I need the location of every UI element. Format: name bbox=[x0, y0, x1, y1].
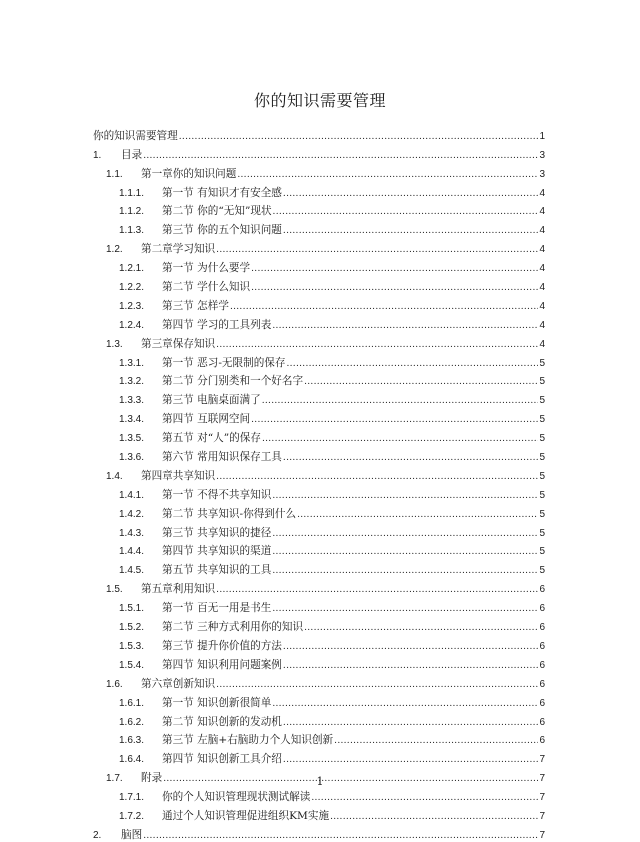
toc-entry-page: 5 bbox=[539, 489, 545, 501]
toc-entry-number: 1.3.1. bbox=[119, 357, 145, 369]
toc-leader-dots bbox=[251, 264, 538, 275]
toc-leader-dots bbox=[216, 245, 538, 256]
toc-entry-number: 1.5.4. bbox=[119, 659, 145, 671]
toc-leader-dots bbox=[272, 529, 538, 540]
toc-entry-label: 第四节 互联网空间 bbox=[162, 413, 251, 426]
toc-entry-number: 1.1.2. bbox=[119, 206, 145, 218]
toc-entry-label: 第六节 常用知识保存工具 bbox=[162, 451, 282, 464]
toc-entry-page: 4 bbox=[539, 206, 545, 218]
toc-entry-label: 附录 bbox=[141, 772, 163, 785]
toc-entry[interactable] bbox=[93, 729, 545, 748]
toc-entry-label: 第一节 恶习-无限制的保存 bbox=[162, 356, 286, 369]
toc-entry-page: 4 bbox=[539, 338, 545, 350]
toc-entry-number: 1.5. bbox=[106, 584, 123, 596]
toc-entry-number: 1.2. bbox=[106, 244, 123, 256]
toc-entry-label: 第五节 共享知识的工具 bbox=[162, 564, 272, 577]
toc-entry-page: 6 bbox=[539, 659, 545, 671]
toc-entry[interactable] bbox=[93, 200, 545, 219]
toc-entry-label: 第三节 提升你价值的方法 bbox=[162, 639, 282, 652]
toc-entry-number: 1. bbox=[93, 149, 102, 161]
toc-entry-page: 6 bbox=[539, 584, 545, 596]
toc-entry[interactable] bbox=[93, 332, 545, 351]
toc-entry-number: 1.6.4. bbox=[119, 754, 145, 766]
toc-entry-label: 第三节 左脑+右脑助力个人知识创新 bbox=[162, 734, 334, 747]
toc-entry[interactable] bbox=[93, 143, 545, 162]
toc-entry-number: 1.7.2. bbox=[119, 810, 145, 822]
toc-entry-label: 第三节 怎样学 bbox=[162, 299, 229, 312]
toc-entry-page: 1 bbox=[539, 130, 545, 142]
toc-entry-label: 第二节 共享知识-你得到什么 bbox=[162, 507, 297, 520]
toc-entry-page: 5 bbox=[539, 546, 545, 558]
toc-entry[interactable] bbox=[93, 596, 545, 615]
table-of-contents bbox=[93, 124, 545, 842]
toc-entry-label: 第一节 知识创新很简单 bbox=[162, 696, 272, 709]
toc-entry-number: 1.4. bbox=[106, 470, 123, 482]
toc-entry[interactable] bbox=[93, 445, 545, 464]
toc-entry-page: 6 bbox=[539, 603, 545, 615]
toc-entry-number: 1.2.2. bbox=[119, 282, 145, 294]
toc-entry[interactable] bbox=[93, 615, 545, 634]
toc-entry-label: 第二节 学什么知识 bbox=[162, 281, 251, 294]
toc-entry-number: 1.1.1. bbox=[119, 187, 145, 199]
toc-entry[interactable] bbox=[93, 672, 545, 691]
toc-entry-number: 1.7. bbox=[106, 773, 123, 785]
toc-entry-number: 1.2.3. bbox=[119, 300, 145, 312]
toc-entry-number: 1.2.1. bbox=[119, 263, 145, 275]
toc-entry-page: 6 bbox=[539, 622, 545, 634]
toc-leader-dots bbox=[262, 434, 538, 445]
toc-entry-label: 第五章利用知识 bbox=[141, 583, 216, 596]
toc-entry-page: 4 bbox=[539, 319, 545, 331]
toc-entry-label: 你的个人知识管理现状测试解读 bbox=[162, 791, 311, 804]
toc-entry[interactable] bbox=[93, 181, 545, 200]
toc-entry-page: 7 bbox=[539, 829, 545, 841]
toc-entry-label: 通过个人知识管理促进组织KM实施 bbox=[162, 809, 330, 822]
toc-leader-dots bbox=[179, 132, 539, 143]
toc-entry-number: 1.4.1. bbox=[119, 489, 145, 501]
toc-entry-number: 2. bbox=[93, 829, 102, 841]
toc-leader-dots bbox=[283, 226, 539, 237]
toc-entry[interactable] bbox=[93, 540, 545, 559]
toc-entry-label: 第二节 三种方式利用你的知识 bbox=[162, 621, 304, 634]
toc-entry[interactable] bbox=[93, 521, 545, 540]
toc-leader-dots bbox=[272, 321, 538, 332]
toc-leader-dots bbox=[143, 151, 538, 162]
toc-entry-page: 6 bbox=[539, 716, 545, 728]
toc-entry-label: 第四节 共享知识的渠道 bbox=[162, 545, 272, 558]
toc-entry-number: 1.5.2. bbox=[119, 622, 145, 634]
toc-entry-label: 第二节 分门别类和一个好名字 bbox=[162, 375, 304, 388]
toc-entry-label: 目录 bbox=[121, 148, 143, 161]
toc-entry-number: 1.4.2. bbox=[119, 508, 145, 520]
toc-entry-number: 1.3.5. bbox=[119, 433, 145, 445]
toc-entry[interactable] bbox=[93, 558, 545, 577]
toc-entry-page: 4 bbox=[539, 187, 545, 199]
toc-entry[interactable] bbox=[93, 653, 545, 672]
toc-leader-dots bbox=[216, 472, 538, 483]
toc-leader-dots bbox=[272, 604, 538, 615]
toc-entry[interactable] bbox=[93, 823, 545, 842]
toc-leader-dots bbox=[283, 718, 539, 729]
toc-entry-label: 第二节 你的“无知”现状 bbox=[162, 205, 272, 218]
toc-leader-dots bbox=[272, 491, 538, 502]
toc-entry[interactable] bbox=[93, 691, 545, 710]
toc-entry-label: 第二节 知识创新的发动机 bbox=[162, 715, 282, 728]
toc-entry[interactable] bbox=[93, 785, 545, 804]
toc-entry[interactable] bbox=[93, 747, 545, 766]
toc-entry-label: 第一节 有知识才有安全感 bbox=[162, 186, 282, 199]
toc-entry-page: 3 bbox=[539, 149, 545, 161]
toc-leader-dots bbox=[283, 189, 539, 200]
toc-entry-label: 第三节 你的五个知识问题 bbox=[162, 224, 282, 237]
toc-entry-page: 4 bbox=[539, 300, 545, 312]
toc-leader-dots bbox=[251, 283, 538, 294]
toc-entry[interactable] bbox=[93, 294, 545, 313]
toc-entry[interactable] bbox=[93, 804, 545, 823]
toc-entry[interactable] bbox=[93, 370, 545, 389]
toc-leader-dots bbox=[311, 793, 538, 804]
toc-entry-number: 1.4.5. bbox=[119, 565, 145, 577]
toc-leader-dots bbox=[297, 510, 538, 521]
toc-entry-page: 6 bbox=[539, 697, 545, 709]
toc-entry-page: 7 bbox=[539, 773, 545, 785]
toc-entry-page: 5 bbox=[539, 452, 545, 464]
toc-leader-dots bbox=[251, 415, 538, 426]
toc-entry-label: 第二章学习知识 bbox=[141, 243, 216, 256]
toc-leader-dots bbox=[216, 340, 538, 351]
toc-leader-dots bbox=[304, 623, 538, 634]
toc-entry-label: 第三节 共享知识的捷径 bbox=[162, 526, 272, 539]
toc-entry[interactable] bbox=[93, 388, 545, 407]
toc-entry[interactable] bbox=[93, 710, 545, 729]
toc-entry[interactable] bbox=[93, 313, 545, 332]
toc-entry-label: 第五节 对“人”的保存 bbox=[162, 432, 261, 445]
toc-leader-dots bbox=[262, 396, 539, 407]
toc-entry-label: 第四节 知识创新工具介绍 bbox=[162, 753, 282, 766]
toc-leader-dots bbox=[283, 642, 539, 653]
toc-entry-page: 7 bbox=[539, 792, 545, 804]
toc-entry-number: 1.6.2. bbox=[119, 716, 145, 728]
toc-entry-number: 1.4.4. bbox=[119, 546, 145, 558]
toc-entry-number: 1.7.1. bbox=[119, 792, 145, 804]
toc-entry[interactable] bbox=[93, 464, 545, 483]
toc-entry-number: 1.3.4. bbox=[119, 414, 145, 426]
toc-entry-label: 第四节 知识利用问题案例 bbox=[162, 658, 282, 671]
toc-entry[interactable] bbox=[93, 162, 545, 181]
toc-entry-label: 脑图 bbox=[121, 828, 143, 841]
toc-entry-label: 第一章你的知识问题 bbox=[141, 167, 237, 180]
toc-entry-number: 1.3. bbox=[106, 338, 123, 350]
toc-entry-page: 4 bbox=[539, 263, 545, 275]
toc-leader-dots bbox=[283, 453, 539, 464]
toc-leader-dots bbox=[237, 170, 538, 181]
toc-leader-dots bbox=[272, 566, 538, 577]
toc-entry[interactable] bbox=[93, 407, 545, 426]
toc-leader-dots bbox=[273, 207, 539, 218]
toc-entry-page: 5 bbox=[539, 470, 545, 482]
toc-entry-number: 1.4.3. bbox=[119, 527, 145, 539]
toc-entry-page: 5 bbox=[539, 414, 545, 426]
toc-leader-dots bbox=[283, 755, 539, 766]
toc-entry-label: 你的知识需要管理 bbox=[93, 129, 178, 142]
toc-entry-page: 4 bbox=[539, 244, 545, 256]
toc-leader-dots bbox=[286, 359, 538, 370]
toc-entry-page: 4 bbox=[539, 282, 545, 294]
toc-entry-number: 1.6.3. bbox=[119, 735, 145, 747]
toc-entry[interactable] bbox=[93, 124, 545, 143]
toc-entry-number: 1.5.1. bbox=[119, 603, 145, 615]
toc-entry-label: 第一节 为什么要学 bbox=[162, 262, 251, 275]
toc-leader-dots bbox=[272, 699, 538, 710]
toc-leader-dots bbox=[283, 661, 539, 672]
toc-entry[interactable] bbox=[93, 351, 545, 370]
toc-entry[interactable] bbox=[93, 634, 545, 653]
toc-entry[interactable] bbox=[93, 577, 545, 596]
toc-entry-label: 第四节 学习的工具列表 bbox=[162, 318, 272, 331]
toc-entry[interactable] bbox=[93, 502, 545, 521]
toc-entry-label: 第六章创新知识 bbox=[141, 677, 216, 690]
toc-entry[interactable] bbox=[93, 275, 545, 294]
toc-entry-number: 1.3.6. bbox=[119, 452, 145, 464]
toc-entry-page: 6 bbox=[539, 678, 545, 690]
toc-entry-page: 3 bbox=[539, 168, 545, 180]
toc-entry-number: 1.3.2. bbox=[119, 376, 145, 388]
toc-entry-page: 6 bbox=[539, 735, 545, 747]
toc-entry-number: 1.6. bbox=[106, 678, 123, 690]
toc-entry-label: 第四章共享知识 bbox=[141, 469, 216, 482]
toc-entry-label: 第三节 电脑桌面满了 bbox=[162, 394, 261, 407]
toc-entry-label: 第三章保存知识 bbox=[141, 337, 216, 350]
toc-entry-label: 第一节 百无一用是书生 bbox=[162, 602, 272, 615]
toc-entry[interactable] bbox=[93, 218, 545, 237]
toc-entry-page: 4 bbox=[539, 225, 545, 237]
toc-entry-page: 6 bbox=[539, 640, 545, 652]
document-title: 你的知识需要管理 bbox=[253, 91, 386, 110]
toc-entry-page: 5 bbox=[539, 357, 545, 369]
toc-entry-number: 1.1. bbox=[106, 168, 123, 180]
toc-leader-dots bbox=[304, 377, 538, 388]
page-number: 1 bbox=[316, 775, 324, 788]
toc-entry-page: 5 bbox=[539, 565, 545, 577]
toc-entry[interactable] bbox=[93, 426, 545, 445]
toc-entry-page: 7 bbox=[539, 754, 545, 766]
toc-entry-page: 5 bbox=[539, 376, 545, 388]
toc-entry-number: 1.1.3. bbox=[119, 225, 145, 237]
toc-entry-number: 1.2.4. bbox=[119, 319, 145, 331]
toc-entry[interactable] bbox=[93, 483, 545, 502]
toc-leader-dots bbox=[230, 302, 539, 313]
toc-leader-dots bbox=[216, 585, 538, 596]
toc-entry-number: 1.3.3. bbox=[119, 395, 145, 407]
toc-entry-page: 5 bbox=[539, 395, 545, 407]
toc-entry-page: 7 bbox=[539, 810, 545, 822]
toc-entry-page: 5 bbox=[539, 433, 545, 445]
toc-leader-dots bbox=[143, 831, 538, 842]
toc-leader-dots bbox=[272, 547, 538, 558]
toc-leader-dots bbox=[330, 812, 538, 823]
toc-entry-page: 5 bbox=[539, 527, 545, 539]
toc-leader-dots bbox=[334, 736, 538, 747]
toc-entry[interactable] bbox=[93, 237, 545, 256]
toc-entry-page: 5 bbox=[539, 508, 545, 520]
toc-entry[interactable] bbox=[93, 256, 545, 275]
toc-entry-number: 1.5.3. bbox=[119, 640, 145, 652]
toc-leader-dots bbox=[216, 680, 538, 691]
toc-entry-number: 1.6.1. bbox=[119, 697, 145, 709]
toc-entry-label: 第一节 不得不共享知识 bbox=[162, 488, 272, 501]
